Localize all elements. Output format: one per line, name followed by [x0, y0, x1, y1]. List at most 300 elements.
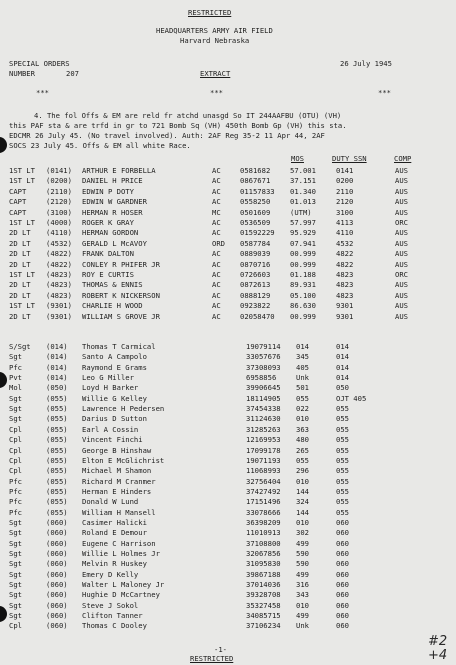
number-label: NUMBER — [9, 69, 35, 78]
officer-branch: AC — [212, 290, 221, 300]
enlisted-serial: 31124630 — [246, 414, 281, 424]
officer-branch: AC — [212, 301, 221, 311]
enlisted-rank: Cpl — [9, 455, 22, 465]
officer-rank: 2D LT — [9, 259, 31, 269]
officer-rank: 1ST LT — [9, 176, 35, 186]
officer-duty-ssn: 4822 — [336, 249, 354, 259]
officer-rank: 1ST LT — [9, 166, 35, 175]
enlisted-rank: Pfc — [9, 362, 22, 372]
officer-row — [0, 197, 456, 206]
enlisted-serial: 37106234 — [246, 621, 281, 631]
officer-name: EDWIN W GARDNER — [82, 197, 147, 207]
officer-name: THOMAS & ENNIS — [82, 280, 143, 290]
officer-branch: ORD — [212, 238, 225, 248]
officer-mos: 07.941 — [290, 238, 316, 248]
enlisted-row — [0, 414, 456, 423]
enlisted-duty-ssn: 055 — [336, 404, 349, 414]
enlisted-serial: 37308093 — [246, 362, 281, 372]
enlisted-mos: 296 — [296, 466, 309, 476]
enlisted-code: (055) — [46, 466, 68, 476]
officer-code: (9301) — [46, 301, 72, 311]
officer-branch: AC — [212, 176, 221, 186]
officer-name: HERMAN R HOSER — [82, 207, 143, 217]
officer-mos: 01.188 — [290, 270, 316, 279]
officer-rank: CAPT — [9, 186, 27, 196]
officer-mos: 00.999 — [290, 311, 316, 321]
enlisted-row — [0, 601, 456, 610]
officer-row — [0, 291, 456, 300]
enlisted-rank: Pfc — [9, 476, 22, 486]
enlisted-name: Elton E McGlichrist — [82, 455, 165, 465]
handwritten-note-1: #2 — [428, 634, 448, 649]
officer-serial: 0501609 — [240, 207, 271, 217]
enlisted-code: (060) — [46, 517, 68, 527]
enlisted-serial: 39906645 — [246, 383, 281, 393]
enlisted-mos: 324 — [296, 497, 309, 507]
enlisted-code: (055) — [46, 476, 68, 486]
officer-rank: 2D LT — [9, 311, 31, 321]
enlisted-row — [0, 611, 456, 620]
enlisted-code: (060) — [46, 538, 68, 548]
enlisted-serial: 11068993 — [246, 466, 281, 476]
enlisted-rank: Sgt — [9, 611, 22, 621]
enlisted-mos: 010 — [296, 517, 309, 527]
enlisted-mos: 014 — [296, 342, 309, 351]
officer-duty-ssn: 4822 — [336, 259, 354, 269]
enlisted-name: Michael M Shamon — [82, 466, 152, 476]
enlisted-row — [0, 508, 456, 517]
officer-row — [0, 280, 456, 289]
enlisted-row — [0, 342, 456, 351]
enlisted-row — [0, 570, 456, 579]
officer-comp: AUS — [395, 197, 408, 207]
orders-label: SPECIAL ORDERS — [9, 59, 70, 68]
officer-comp: AUS — [395, 166, 408, 175]
officer-rank: CAPT — [9, 197, 27, 207]
officer-name: DANIEL H PRICE — [82, 176, 143, 186]
enlisted-duty-ssn: 060 — [336, 611, 349, 621]
officer-duty-ssn: 0141 — [336, 166, 354, 175]
enlisted-rank: Sgt — [9, 580, 22, 590]
enlisted-mos: 302 — [296, 528, 309, 538]
enlisted-code: (055) — [46, 424, 68, 434]
enlisted-row — [0, 487, 456, 496]
enlisted-name: Leo G Miller — [82, 373, 134, 383]
enlisted-rank: Mol — [9, 383, 22, 393]
col-duty-ssn: DUTY SSN — [332, 154, 367, 163]
enlisted-mos: 022 — [296, 404, 309, 414]
enlisted-mos: 144 — [296, 486, 309, 496]
enlisted-name: Hughie D McCartney — [82, 590, 160, 600]
enlisted-name: William H Mansell — [82, 507, 156, 517]
enlisted-code: (014) — [46, 342, 68, 351]
enlisted-rank: Sgt — [9, 559, 22, 569]
enlisted-serial: 37454338 — [246, 404, 281, 414]
enlisted-rank: Pfc — [9, 486, 22, 496]
stars-left: *** — [36, 88, 49, 97]
enlisted-rank: Sgt — [9, 517, 22, 527]
enlisted-duty-ssn: 060 — [336, 559, 349, 569]
enlisted-code: (055) — [46, 404, 68, 414]
extract-label: EXTRACT — [200, 69, 231, 78]
enlisted-serial: 17099178 — [246, 445, 281, 455]
officer-serial: 0889039 — [240, 249, 271, 259]
enlisted-row — [0, 549, 456, 558]
officer-row — [0, 187, 456, 196]
enlisted-row — [0, 518, 456, 527]
enlisted-mos: 590 — [296, 559, 309, 569]
officer-mos: (UTM) — [290, 207, 312, 217]
enlisted-serial: 36398209 — [246, 517, 281, 527]
officer-comp: ORC — [395, 270, 408, 279]
officer-rank: CAPT — [9, 207, 27, 217]
officer-duty-ssn: 2110 — [336, 186, 354, 196]
restricted-top: RESTRICTED — [188, 8, 232, 17]
officer-mos: 57.997 — [290, 218, 316, 227]
enlisted-rank: Sgt — [9, 569, 22, 579]
officer-comp: ORC — [395, 218, 408, 227]
enlisted-serial: 18114905 — [246, 393, 281, 403]
officer-comp: AUS — [395, 207, 408, 217]
officer-rank: 2D LT — [9, 228, 31, 238]
enlisted-serial: 31285263 — [246, 424, 281, 434]
officer-branch: AC — [212, 249, 221, 259]
enlisted-row — [0, 559, 456, 568]
officer-code: (4822) — [46, 249, 72, 259]
paragraph-line-3: EDCMR 26 July 45. (No travel involved). Auth: 2AF Reg 35-2 11 Apr 44, 2AF — [9, 131, 325, 140]
enlisted-code: (055) — [46, 497, 68, 507]
officer-rank: 2D LT — [9, 238, 31, 248]
enlisted-duty-ssn: 055 — [336, 455, 349, 465]
enlisted-duty-ssn: 014 — [336, 352, 349, 362]
officer-mos: 86.630 — [290, 301, 316, 311]
officer-row — [0, 270, 456, 279]
enlisted-duty-ssn: OJT 405 — [336, 393, 367, 403]
enlisted-row — [0, 497, 456, 506]
officer-duty-ssn: 0200 — [336, 176, 354, 186]
officer-name: CHARLIE H WOOD — [82, 301, 143, 311]
officer-code: (4000) — [46, 218, 72, 227]
order-number: 207 — [66, 69, 79, 78]
officer-code: (3100) — [46, 207, 72, 217]
enlisted-serial: 31095830 — [246, 559, 281, 569]
officer-branch: AC — [212, 270, 221, 279]
enlisted-code: (055) — [46, 455, 68, 465]
officer-branch: AC — [212, 228, 221, 238]
officer-mos: 00.999 — [290, 259, 316, 269]
enlisted-row — [0, 373, 456, 382]
officer-serial: 0581682 — [240, 166, 271, 175]
enlisted-code: (060) — [46, 600, 68, 610]
enlisted-rank: Sgt — [9, 549, 22, 558]
enlisted-mos: 316 — [296, 580, 309, 590]
enlisted-code: (055) — [46, 435, 68, 445]
officer-duty-ssn: 9301 — [336, 311, 354, 321]
enlisted-code: (060) — [46, 569, 68, 579]
officer-row — [0, 218, 456, 227]
officer-duty-ssn: 4823 — [336, 280, 354, 290]
officer-code: (4823) — [46, 280, 72, 290]
officer-row — [0, 312, 456, 321]
officer-row — [0, 228, 456, 237]
enlisted-mos: 590 — [296, 549, 309, 558]
enlisted-rank: Sgt — [9, 600, 22, 610]
stars-right: *** — [378, 88, 391, 97]
enlisted-duty-ssn: 055 — [336, 486, 349, 496]
enlisted-code: (060) — [46, 549, 68, 558]
officer-code: (2110) — [46, 186, 72, 196]
officer-branch: AC — [212, 280, 221, 290]
enlisted-mos: 499 — [296, 611, 309, 621]
enlisted-serial: 19079114 — [246, 342, 281, 351]
officer-serial: 02058470 — [240, 311, 275, 321]
officer-serial: 01157833 — [240, 186, 275, 196]
enlisted-mos: 055 — [296, 455, 309, 465]
officer-row — [0, 260, 456, 269]
enlisted-name: Walter L Maloney Jr — [82, 580, 165, 590]
enlisted-code: (060) — [46, 559, 68, 569]
officer-branch: AC — [212, 186, 221, 196]
officer-serial: 0867671 — [240, 176, 271, 186]
officer-code: (2120) — [46, 197, 72, 207]
enlisted-duty-ssn: 014 — [336, 342, 349, 351]
enlisted-duty-ssn: 060 — [336, 517, 349, 527]
enlisted-row — [0, 404, 456, 413]
officer-serial: 0558250 — [240, 197, 271, 207]
hq-title: HEADQUARTERS ARMY AIR FIELD — [156, 26, 273, 35]
enlisted-name: Herman E Hinders — [82, 486, 152, 496]
officer-comp: AUS — [395, 301, 408, 311]
officer-name: ARTHUR E FORBELLA — [82, 166, 156, 175]
enlisted-rank: Pfc — [9, 497, 22, 507]
officer-code: (4823) — [46, 290, 72, 300]
officer-mos: 95.929 — [290, 228, 316, 238]
enlisted-name: Clifton Tanner — [82, 611, 143, 621]
enlisted-rank: Sgt — [9, 393, 22, 403]
officer-row — [0, 301, 456, 310]
officer-mos: 00.999 — [290, 249, 316, 259]
enlisted-rank: Sgt — [9, 538, 22, 548]
enlisted-serial: 32067856 — [246, 549, 281, 558]
enlisted-name: Darius D Sutton — [82, 414, 147, 424]
officer-code: (0200) — [46, 176, 72, 186]
officer-code: (4823) — [46, 270, 72, 279]
officer-branch: AC — [212, 197, 221, 207]
officer-comp: AUS — [395, 259, 408, 269]
enlisted-row — [0, 383, 456, 392]
enlisted-duty-ssn: 055 — [336, 507, 349, 517]
enlisted-row — [0, 621, 456, 630]
officer-name: FRANK DALTON — [82, 249, 134, 259]
enlisted-duty-ssn: 055 — [336, 476, 349, 486]
officer-branch: AC — [212, 311, 221, 321]
officer-branch: MC — [212, 207, 221, 217]
officer-serial: 01592229 — [240, 228, 275, 238]
enlisted-rank: Pfc — [9, 507, 22, 517]
enlisted-serial: 32756404 — [246, 476, 281, 486]
officer-serial: 0536509 — [240, 218, 271, 227]
enlisted-duty-ssn: 060 — [336, 549, 349, 558]
enlisted-serial: 33078666 — [246, 507, 281, 517]
enlisted-code: (014) — [46, 362, 68, 372]
officer-code: (4110) — [46, 228, 72, 238]
enlisted-name: Santo A Campolo — [82, 352, 147, 362]
enlisted-row — [0, 425, 456, 434]
enlisted-rank: S/Sgt — [9, 342, 31, 351]
enlisted-mos: 499 — [296, 569, 309, 579]
officer-rank: 2D LT — [9, 280, 31, 290]
enlisted-name: Casimer Halicki — [82, 517, 147, 527]
enlisted-row — [0, 477, 456, 486]
enlisted-mos: 501 — [296, 383, 309, 393]
enlisted-mos: 480 — [296, 435, 309, 445]
enlisted-duty-ssn: 050 — [336, 383, 349, 393]
enlisted-duty-ssn: 060 — [336, 538, 349, 548]
enlisted-mos: Unk — [296, 373, 309, 383]
enlisted-duty-ssn: 055 — [336, 466, 349, 476]
enlisted-code: (055) — [46, 507, 68, 517]
enlisted-mos: 010 — [296, 476, 309, 486]
enlisted-duty-ssn: 060 — [336, 621, 349, 631]
enlisted-rank: Cpl — [9, 424, 22, 434]
enlisted-duty-ssn: 055 — [336, 414, 349, 424]
enlisted-name: Emery D Kelly — [82, 569, 139, 579]
officer-duty-ssn: 4823 — [336, 270, 354, 279]
officer-name: WILLIAM S GROVE JR — [82, 311, 160, 321]
enlisted-row — [0, 590, 456, 599]
enlisted-rank: Cpl — [9, 466, 22, 476]
officer-name: ROGER K GRAY — [82, 218, 134, 227]
enlisted-code: (050) — [46, 383, 68, 393]
restricted-bottom: RESTRICTED — [190, 654, 234, 663]
enlisted-serial: 19071193 — [246, 455, 281, 465]
enlisted-mos: 345 — [296, 352, 309, 362]
officer-serial: 0872613 — [240, 280, 271, 290]
order-date: 26 July 1945 — [340, 59, 392, 68]
enlisted-rank: Pvt — [9, 373, 22, 383]
enlisted-duty-ssn: 055 — [336, 435, 349, 445]
enlisted-code: (055) — [46, 486, 68, 496]
enlisted-mos: 363 — [296, 424, 309, 434]
officer-name: EDWIN P DOTY — [82, 186, 134, 196]
page-number: -1- — [214, 645, 227, 654]
enlisted-serial: 37427492 — [246, 486, 281, 496]
enlisted-name: Vincent Finchi — [82, 435, 143, 445]
enlisted-name: George B Hinshaw — [82, 445, 152, 455]
officer-row — [0, 176, 456, 185]
enlisted-row — [0, 580, 456, 589]
enlisted-rank: Cpl — [9, 435, 22, 445]
enlisted-mos: Unk — [296, 621, 309, 631]
enlisted-name: Willie L Holmes Jr — [82, 549, 160, 558]
officer-duty-ssn: 4113 — [336, 218, 354, 227]
enlisted-duty-ssn: 055 — [336, 424, 349, 434]
paragraph-line-2: this PAF sta & are trfd in gr to 721 Bomb Sq (VH) 450th Bomb Gp (VH) this sta. — [9, 121, 347, 130]
officer-code: (0141) — [46, 166, 72, 175]
enlisted-row — [0, 528, 456, 537]
officer-code: (4822) — [46, 259, 72, 269]
officer-row — [0, 249, 456, 258]
enlisted-serial: 11010913 — [246, 528, 281, 538]
enlisted-row — [0, 446, 456, 455]
officer-rank: 1ST LT — [9, 301, 35, 311]
enlisted-mos: 055 — [296, 393, 309, 403]
enlisted-duty-ssn: 014 — [336, 362, 349, 372]
enlisted-serial: 17151496 — [246, 497, 281, 507]
officer-comp: AUS — [395, 176, 408, 186]
officer-branch: AC — [212, 218, 221, 227]
officer-rank: 1ST LT — [9, 270, 35, 279]
enlisted-name: Willie G Kelley — [82, 393, 147, 403]
enlisted-code: (060) — [46, 580, 68, 590]
officer-rank: 2D LT — [9, 290, 31, 300]
officer-serial: 0587784 — [240, 238, 271, 248]
officer-serial: 0870716 — [240, 259, 271, 269]
enlisted-row — [0, 539, 456, 548]
officer-mos: 37.151 — [290, 176, 316, 186]
enlisted-mos: 144 — [296, 507, 309, 517]
officer-branch: AC — [212, 259, 221, 269]
col-mos: MOS — [291, 154, 304, 163]
officer-comp: AUS — [395, 186, 408, 196]
enlisted-name: Donald W Lund — [82, 497, 139, 507]
enlisted-duty-ssn: 014 — [336, 373, 349, 383]
enlisted-mos: 343 — [296, 590, 309, 600]
enlisted-code: (014) — [46, 373, 68, 383]
enlisted-code: (060) — [46, 528, 68, 538]
enlisted-row — [0, 394, 456, 403]
enlisted-serial: 34085715 — [246, 611, 281, 621]
officer-mos: 01.340 — [290, 186, 316, 196]
officer-comp: AUS — [395, 311, 408, 321]
enlisted-rank: Sgt — [9, 528, 22, 538]
paragraph-line-4: SOCS 23 July 45. Offs & EM all white Race. — [9, 141, 191, 150]
officer-duty-ssn: 9301 — [336, 301, 354, 311]
enlisted-rank: Sgt — [9, 352, 22, 362]
enlisted-name: Raymond E Grams — [82, 362, 147, 372]
enlisted-rank: Sgt — [9, 404, 22, 414]
punch-hole — [0, 137, 7, 153]
stars-center: *** — [210, 88, 223, 97]
officer-comp: AUS — [395, 290, 408, 300]
enlisted-duty-ssn: 055 — [336, 497, 349, 507]
enlisted-serial: 6958856 — [246, 373, 277, 383]
enlisted-name: Richard M Cranmer — [82, 476, 156, 486]
enlisted-row — [0, 363, 456, 372]
officer-mos: 05.100 — [290, 290, 316, 300]
enlisted-serial: 37014036 — [246, 580, 281, 590]
officer-rank: 1ST LT — [9, 218, 35, 227]
enlisted-serial: 39328708 — [246, 590, 281, 600]
officer-comp: AUS — [395, 238, 408, 248]
officer-mos: 01.013 — [290, 197, 316, 207]
enlisted-name: Melvin R Huskey — [82, 559, 147, 569]
enlisted-rank: Sgt — [9, 414, 22, 424]
enlisted-code: (060) — [46, 590, 68, 600]
officer-comp: AUS — [395, 249, 408, 259]
enlisted-name: Loyd H Barker — [82, 383, 139, 393]
enlisted-code: (060) — [46, 611, 68, 621]
enlisted-serial: 12169953 — [246, 435, 281, 445]
enlisted-duty-ssn: 060 — [336, 528, 349, 538]
enlisted-duty-ssn: 060 — [336, 569, 349, 579]
enlisted-name: Eugene C Harrison — [82, 538, 156, 548]
enlisted-rank: Cpl — [9, 445, 22, 455]
officer-comp: AUS — [395, 280, 408, 290]
enlisted-mos: 010 — [296, 600, 309, 610]
officer-mos: 57.001 — [290, 166, 316, 175]
enlisted-name: Thomas T Carmical — [82, 342, 156, 351]
